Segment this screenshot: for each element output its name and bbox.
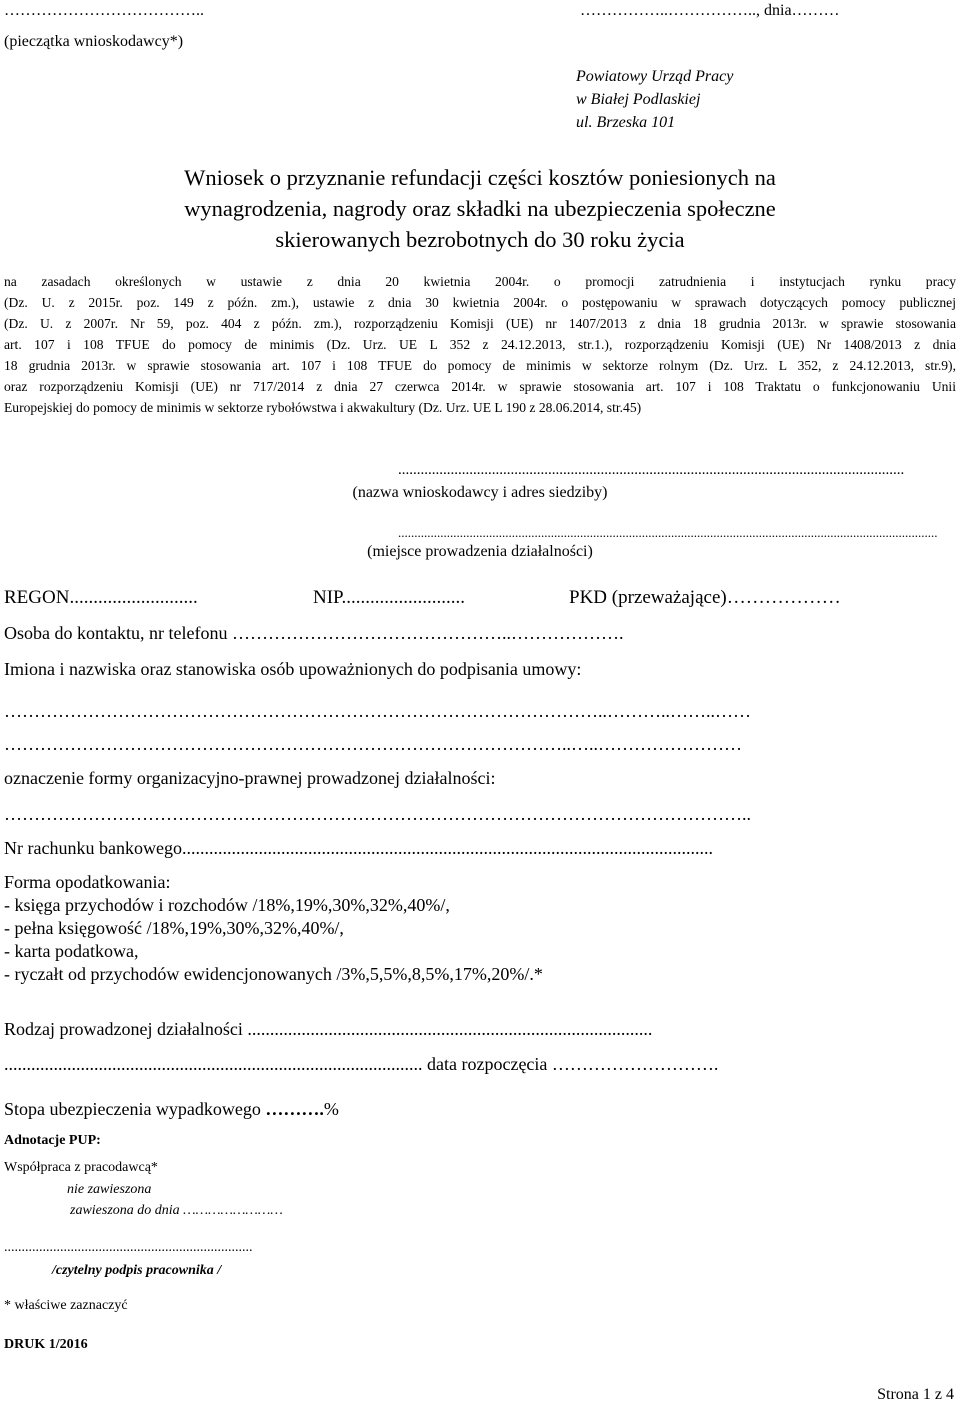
address-line-2: w Białej Podlaskiej: [576, 91, 701, 108]
date-label: , dnia: [756, 2, 792, 19]
form-code: DRUK 1/2016: [4, 1337, 88, 1352]
cooperation-label: Współpraca z pracodawcą*: [4, 1160, 158, 1175]
accident-insurance-label: Stopa ubezpieczenia wypadkowego: [4, 1099, 266, 1119]
applicant-name-label: (nazwa wnioskodawcy i adres siedziby): [352, 484, 608, 501]
accident-insurance-value[interactable]: ……….: [265, 1099, 324, 1119]
title-line-1: Wniosek o przyznanie refundacji części kosztów poniesionych na: [184, 165, 776, 190]
cooperation-option-suspended[interactable]: zawieszona do dnia ……………………: [70, 1203, 283, 1218]
bank-account-field[interactable]: Nr rachunku bankowego......................................................................................................................: [4, 838, 713, 858]
tax-option[interactable]: - pełna księgowość /18%,19%,30%,32%,40%/,: [4, 918, 344, 938]
nip-field[interactable]: NIP..........................: [313, 587, 466, 608]
legal-form-label: oznaczenie formy organizacyjno-prawnej prowadzonej działalności:: [4, 768, 496, 788]
authorized-persons-label: Imiona i nazwiska oraz stanowiska osób upoważnionych do podpisania umowy:: [4, 659, 582, 679]
signature-line[interactable]: .......................................................................: [4, 1240, 253, 1255]
activity-type-field-cont[interactable]: .............................................................................................: [4, 1054, 423, 1074]
stamp-placeholder: ………………………………..: [4, 2, 204, 19]
legal-line: art. 107 i 108 TFUE do pomocy de minimis (Dz. Urz. UE L 352 z 24.12.2013, str.1.), rozporządzeniu Komisji (UE) Nr 1408/2013 z dnia: [4, 337, 956, 352]
stamp-label: (pieczątka wnioskodawcy*): [4, 33, 184, 50]
address-line-1: Powiatowy Urząd Pracy: [576, 68, 734, 85]
legal-line: oraz rozporządzeniu Komisji (UE) nr 717/2014 z dnia 27 czerwca 2014r. w sprawie stosowania art. 107 i 108 Traktatu o funkcjonowaniu Unii: [4, 379, 956, 394]
tax-option[interactable]: - karta podatkowa,: [4, 941, 139, 961]
legal-line: (Dz. U. z 2007r. Nr 59, poz. 404 z późn. zm.), rozporządzeniu Komisji (UE) nr 1407/2013 z dnia 18 grudnia 2013r. w sprawie stosowania: [4, 316, 956, 331]
title-line-2: wynagrodzenia, nagrody oraz składki na ubezpieczenia społeczne: [184, 196, 776, 221]
footnote: * właściwe zaznaczyć: [4, 1298, 128, 1313]
business-place-field[interactable]: ......................................................................................................................................................................: [398, 525, 938, 540]
legal-line: 18 grudnia 2013r. w sprawie stosowania art. 107 i 108 TFUE do pomocy de minimis w sektorze rolnym (Dz. Urz. L 352, z 24.12.2013, str.9),: [4, 358, 956, 373]
signature-label: /czytelny podpis pracownika /: [52, 1263, 222, 1278]
regon-field[interactable]: REGON...........................: [4, 587, 198, 608]
date-dots-after: ………: [791, 2, 840, 19]
applicant-name-field[interactable]: .......................................................................................................................................: [398, 462, 905, 478]
tax-form-label: Forma opodatkowania:: [4, 872, 171, 892]
address-line-3: ul. Brzeska 101: [576, 114, 676, 131]
percent-unit: %: [323, 1099, 339, 1119]
page-number: Strona 1 z 4: [877, 1386, 954, 1403]
office-annotations-heading: Adnotacje PUP:: [4, 1133, 101, 1148]
cooperation-option-not-suspended[interactable]: nie zawieszona: [67, 1182, 152, 1197]
legal-line: na zasadach określonych w ustawie z dnia 20 kwietnia 2004r. o promocji zatrudnienia i instytucjach rynku pracy: [4, 274, 956, 289]
accident-insurance-row: [4, 1099, 339, 1120]
authorized-persons-line-1[interactable]: ………………………………………………………………………………………..………..……..……: [4, 701, 751, 721]
legal-basis: [4, 271, 956, 418]
legal-line: (Dz. U. z 2015r. poz. 149 z późn. zm.), ustawie z dnia 30 kwietnia 2004r. o postępowaniu w sprawach dotyczących pomocy publicznej: [4, 295, 956, 310]
activity-start-row: [4, 1054, 718, 1075]
title-line-3: skierowanych bezrobotnych do 30 roku życia: [275, 227, 685, 252]
business-place-label: (miejsce prowadzenia działalności): [367, 543, 593, 560]
legal-form-field[interactable]: ……………………………………………………………………………………………………………..: [4, 804, 751, 824]
date-field: [580, 2, 840, 20]
date-dots-before: ……………..……………..: [580, 2, 756, 19]
document-title: [0, 162, 960, 255]
tax-option[interactable]: - księga przychodów i rozchodów /18%,19%,30%,32%,40%/,: [4, 895, 450, 915]
start-date-field[interactable]: data rozpoczęcia ……………………….: [422, 1054, 719, 1074]
pkd-field[interactable]: PKD (przeważające)………………: [569, 587, 841, 608]
contact-person-field[interactable]: Osoba do kontaktu, nr telefonu ………………………………………..……………….: [4, 623, 624, 643]
tax-option[interactable]: - ryczałt od przychodów ewidencjonowanych /3%,5,5%,8,5%,17%,20%/.*: [4, 964, 543, 984]
legal-line: Europejskiej do pomocy de minimis w sektorze rybołówstwa i akwakultury (Dz. Urz. UE L 190 z 28.06.2014, str.45): [4, 400, 642, 415]
authorized-persons-line-2[interactable]: …………………………………………………………………………………..…..……………………: [4, 734, 742, 754]
activity-type-field[interactable]: Rodzaj prowadzonej działalności ..........................................................................................: [4, 1019, 653, 1039]
